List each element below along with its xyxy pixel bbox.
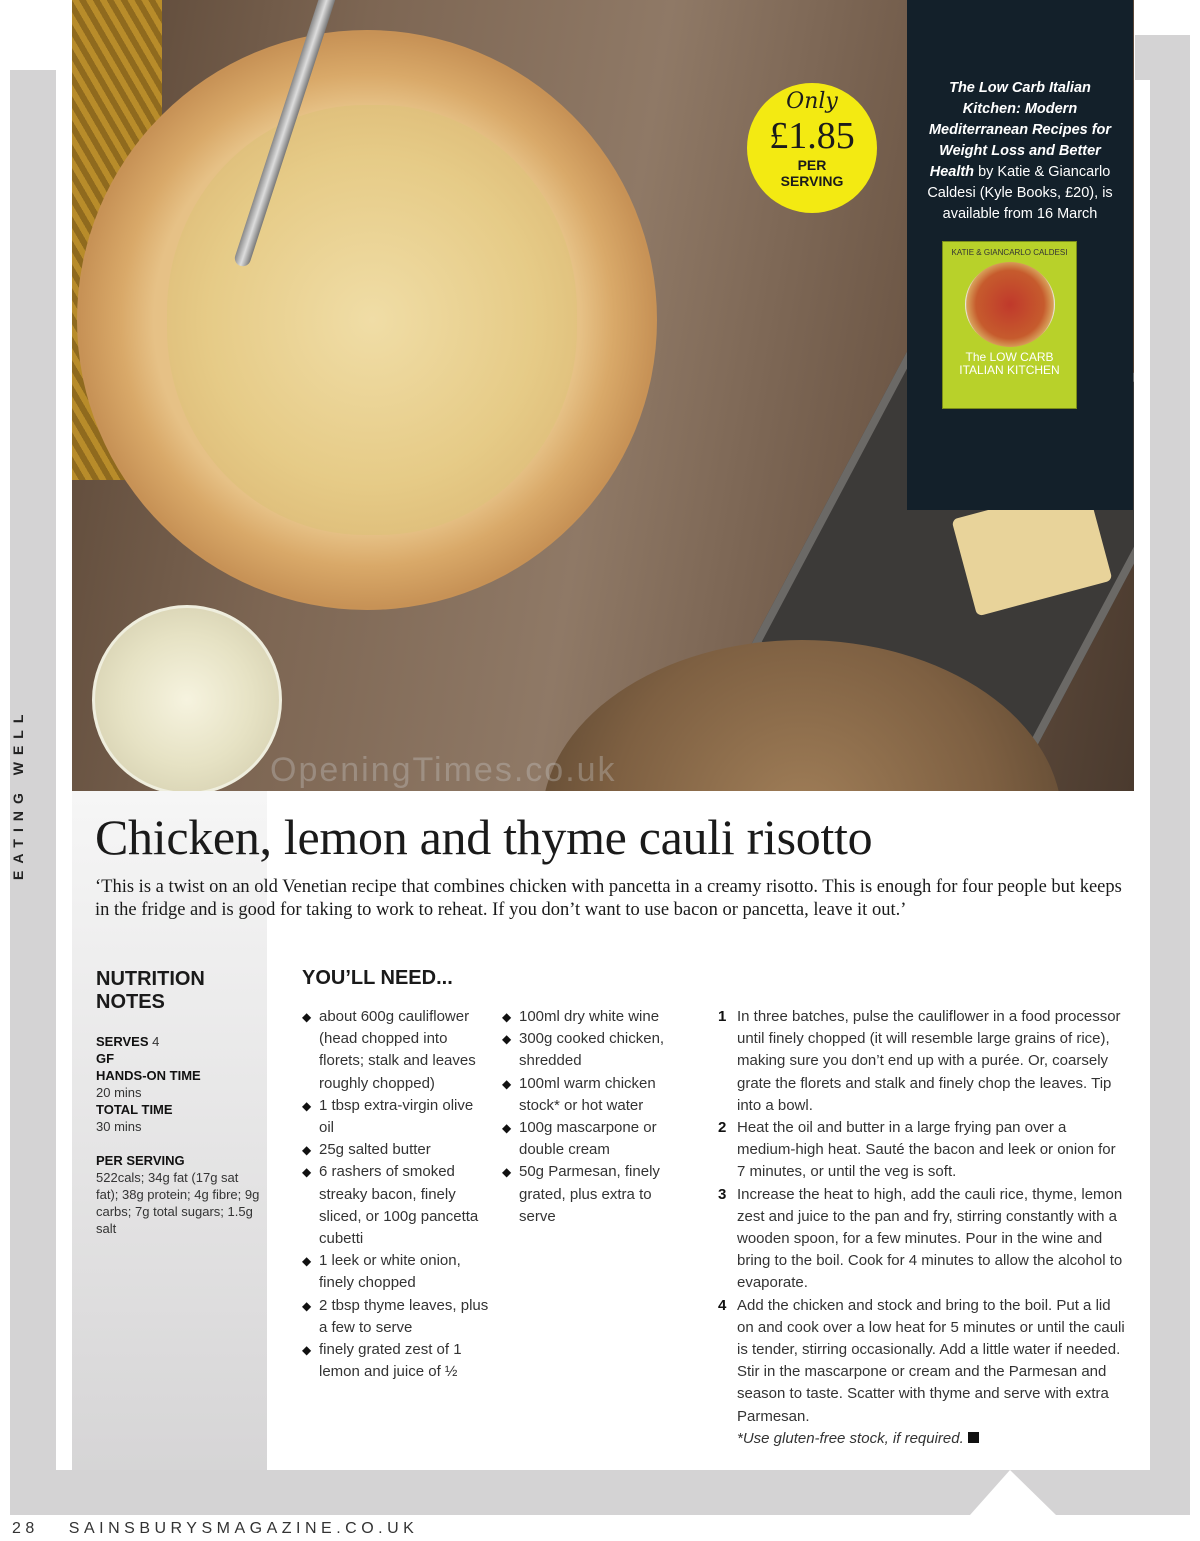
nutrition-notes: [96, 1033, 261, 1237]
method-note: [718, 1428, 1128, 1450]
ingredient-item: ◆ 100ml dry white wine: [502, 1006, 692, 1028]
ingredients-heading: YOU’LL NEED...: [302, 967, 453, 989]
step-text: Heat the oil and butter in a large frying pan over a medium-high heat. Sauté the bacon and leek or onion for 7 minutes, or until the veg is soft.: [737, 1119, 1116, 1181]
method-step: [718, 1006, 1128, 1117]
step-text: In three batches, pulse the cauliflower in a food processor until finely chopped (it will resemble large grains of rice), making sure you don’t end up with a purée. Or, coarsely grate the florets and stalk and finely chop the leaves. Tip into a bowl.: [737, 1008, 1121, 1114]
method: [718, 1006, 1128, 1450]
ingredient-item: ◆ 1 leek or white onion, finely chopped: [302, 1250, 492, 1294]
cover-title: The LOW CARB ITALIAN KITCHEN: [959, 350, 1060, 377]
frame-decoration: [1010, 1470, 1190, 1515]
ingredient-item: ◆ 100g mascarpone or double cream: [502, 1117, 692, 1161]
page-footer: [12, 1520, 448, 1538]
hands-on-label: HANDS-ON TIME: [96, 1068, 201, 1083]
frame-inner: [1135, 80, 1150, 1470]
book-promo: [907, 0, 1133, 510]
total-time-value: 30 mins: [96, 1119, 142, 1134]
method-step: [718, 1184, 1128, 1295]
step-number: 2: [718, 1119, 727, 1137]
ingredient-item: ◆ 1 tbsp extra-virgin olive oil: [302, 1095, 492, 1139]
page-number: 28: [12, 1520, 39, 1537]
serves-label: SERVES: [96, 1034, 149, 1049]
ingredient-item: ◆ 6 rashers of smoked streaky bacon, finely sliced, or 100g pancetta cubetti: [302, 1161, 492, 1250]
watermark: OpeningTimes.co.uk: [270, 751, 617, 789]
badge-per: PER: [797, 157, 827, 173]
cover-author: KATIE & GIANCARLO CALDESI: [951, 248, 1068, 257]
footer-site: SAINSBURYSMAGAZINE.CO.UK: [68, 1520, 419, 1537]
step-number: 4: [718, 1296, 727, 1314]
book-title: The Low Carb Italian Kitchen: Modern Mediterranean Recipes for Weight Loss and Better Health: [928, 80, 1112, 180]
hands-on-value: 20 mins: [96, 1085, 142, 1100]
badge-only: Only: [786, 89, 838, 114]
cover-pizza-image: [965, 262, 1055, 347]
risotto: [167, 105, 577, 535]
ingredient-item: ◆ 100ml warm chicken stock* or hot water: [502, 1073, 692, 1117]
total-time-label: TOTAL TIME: [96, 1102, 173, 1117]
per-serving-value: 522cals; 34g fat (17g sat fat); 38g protein; 4g fibre; 9g carbs; 7g total sugars; 1.5g salt: [96, 1170, 260, 1236]
ingredient-item: ◆ 25g salted butter: [302, 1139, 492, 1161]
recipe-intro: ‘This is a twist on an old Venetian recipe that combines chicken with pancetta in a creamy risotto. This is enough for four people but keeps in the fridge and is good for taking to work to reheat. If you don’t want to use bacon or pancetta, leave it out.’: [95, 877, 1122, 920]
step-number: 3: [718, 1185, 727, 1203]
recipe-title: Chicken, lemon and thyme cauli risotto: [95, 809, 873, 865]
step-text: Add the chicken and stock and bring to the boil. Put a lid on and cook over a low heat for 5 minutes or until the cauli is tender, stirring occasionally. Add a little water if needed. Stir in the mascarpone or cream and the Parmesan and season to taste. Scatter with thyme and serve with extra Parmesan.: [737, 1296, 1125, 1425]
gf-label: GF: [96, 1051, 115, 1066]
step-number: 1: [718, 1008, 727, 1025]
method-note-text: *Use gluten-free stock, if required.: [737, 1429, 964, 1447]
serves-value: 4: [152, 1034, 160, 1049]
method-step: [718, 1117, 1128, 1184]
ingredient-item: ◆ 300g cooked chicken, shredded: [502, 1028, 692, 1072]
ingredient-item: ◆ 50g Parmesan, finely grated, plus extra to serve: [502, 1161, 692, 1228]
section-label: EATING WELL: [10, 707, 26, 880]
nutrition-heading: NUTRITION NOTES: [96, 968, 205, 1013]
step-text: Increase the heat to high, add the cauli rice, thyme, lemon zest and juice to the pan and fry, stirring constantly with a wooden spoon, for a few minutes. Pour in the wine and bring to the boil. Cook for 4 minutes to allow the alcohol to evaporate.: [737, 1185, 1123, 1292]
ingredient-item: ◆ finely grated zest of 1 lemon and juice of ½: [302, 1339, 492, 1383]
wine-glass: [92, 605, 282, 791]
method-step: [718, 1295, 1128, 1428]
ingredient-item: ◆ about 600g cauliflower (head chopped into florets; stalk and leaves roughly chopped): [302, 1006, 492, 1095]
per-serving-label: PER SERVING: [96, 1153, 185, 1168]
badge-price: £1.85: [769, 115, 855, 157]
frame-decoration: [10, 1470, 1010, 1515]
end-mark-icon: [968, 1432, 979, 1443]
badge-serving: SERVING: [780, 173, 844, 189]
ingredient-item: ◆ 2 tbsp thyme leaves, plus a few to serve: [302, 1295, 492, 1339]
ingredients-list-2: [502, 1006, 692, 1228]
book-details: by Katie & Giancarlo Caldesi (Kyle Books, £20), is available from 16 March: [927, 164, 1113, 222]
price-badge: [747, 83, 877, 213]
ingredients-list-1: [302, 1006, 492, 1383]
book-cover: [942, 241, 1077, 409]
